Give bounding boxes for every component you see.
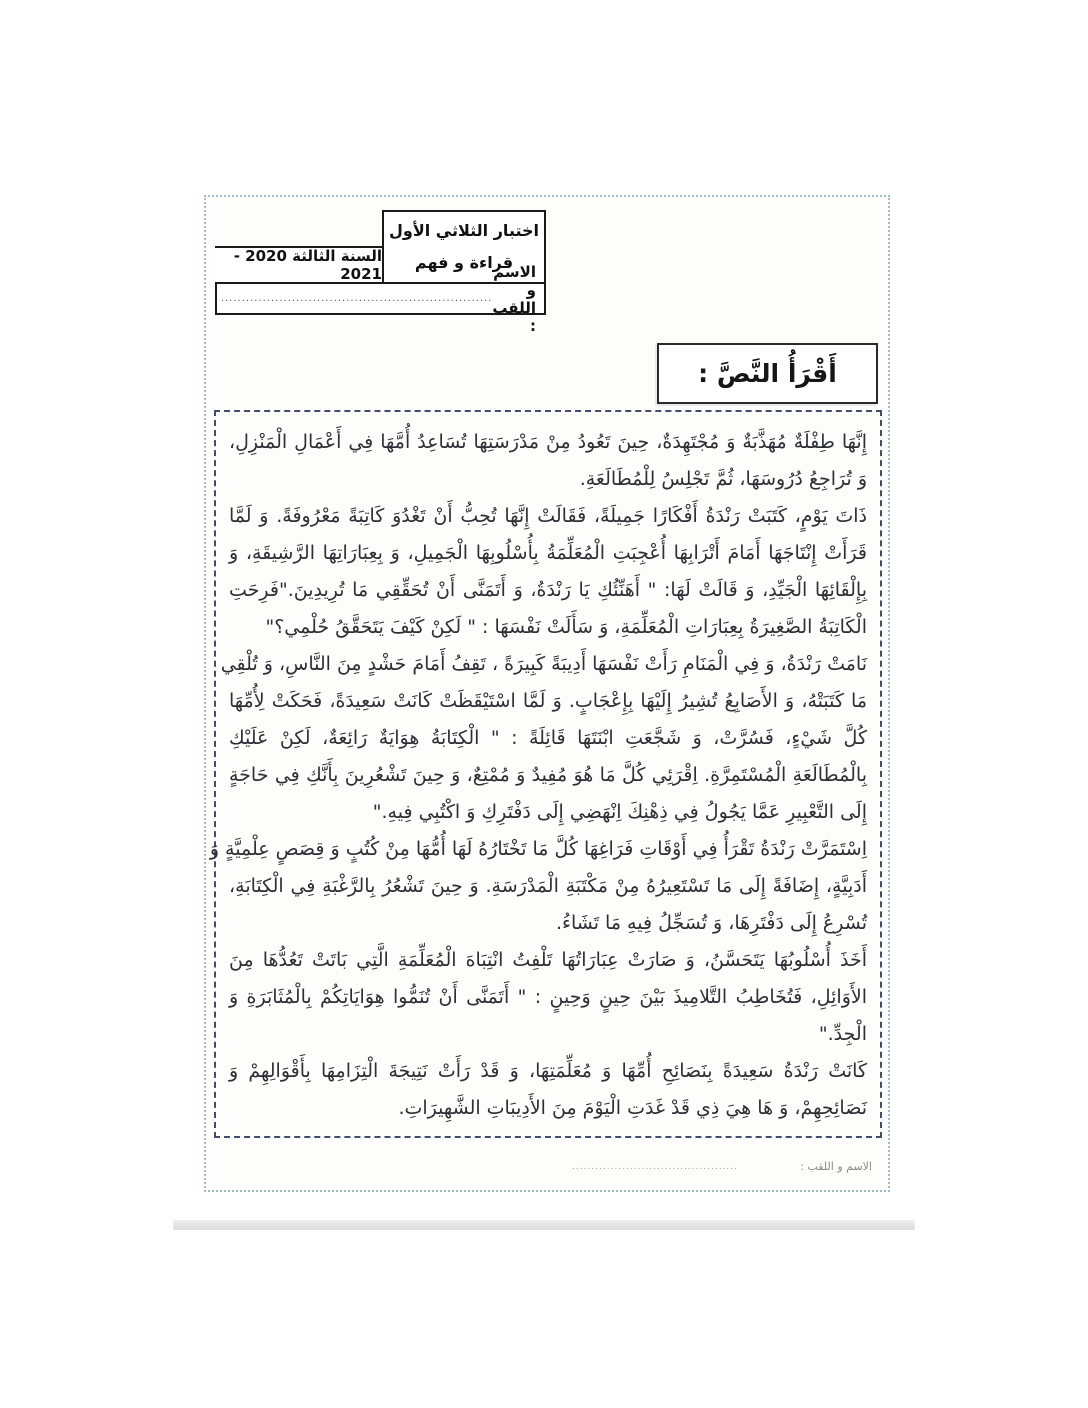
- header-year-cell: [215, 246, 384, 284]
- exam-subject: قراءة و فهم: [414, 253, 514, 272]
- exam-title: اختبار الثلاثي الأول: [388, 221, 540, 240]
- text-line: أَخَذَ أُسْلُوبُهَا يَتَحَسَّنُ، وَ صَارَتْ عِبَارَاتُهَا تَلْفِتُ انْتِبَاهَ الْمُعَلِّمَةِ الَّتِي بَاتَتْ تَعُدُّهَا مِنَ: [229, 949, 867, 971]
- text-line: وَ تُرَاجِعُ دُرُوسَهَا، ثُمَّ تَجْلِسُ لِلْمُطَالَعَةِ.: [579, 468, 867, 490]
- text-line: بِالْمُطَالَعَةِ الْمُسْتَمِرَّةِ. اِقْرَئِي كُلَّ مَا هُوَ مُفِيدٌ وَ مُمْتِعٌ، وَ حِينَ تَشْعُرِينَ بِأَنَّكِ فِي حَاجَةٍ: [229, 764, 867, 786]
- text-line: نَصَائِحِهِمْ، وَ هَا هِيَ ذِي قَدْ غَدَتِ الْيَوْمَ مِنَ الأَدِيبَاتِ الشَّهِيرَاتِ.: [398, 1097, 867, 1119]
- section-title-box: [657, 343, 878, 404]
- text-line: الْكَاتِبَةُ الصَّغِيرَةُ بِعِبَارَاتِ الْمُعَلِّمَةِ، وَ سَأَلَتْ نَفْسَهَا : " لَكِنْ كَيْفَ يَتَحَقَّقُ حُلْمِي؟": [265, 616, 867, 638]
- text-line: ذَاتَ يَوْمٍ، كَتَبَتْ رَنْدَةُ أَفْكَارًا جَمِيلَةً، فَقَالَتْ إِنَّهَا تُحِبُّ أَنْ تَغْدُوَ كَاتِبَةً مَعْرُوفَةً. وَ لَمَّا: [229, 505, 867, 527]
- name-label: الاسم و اللقب :: [492, 262, 536, 335]
- text-line: تُسْرِعُ إِلَى دَفْتَرِهَا، وَ تُسَجِّلُ فِيهِ مَا تَشَاءُ.: [556, 912, 867, 934]
- footer-name-label: الاسم و اللقب :: [800, 1160, 872, 1173]
- text-line: أَدَبِيَّةٍ، إِضَافَةً إِلَى مَا تَسْتَعِيرُهُ مِنْ مَكْتَبَةِ الْمَدْرَسَةِ. وَ حِينَ تَشْعُرُ بِالرَّغْبَةِ فِي الْكِتَابَةِ،: [229, 875, 867, 897]
- reading-text-box: [209, 410, 882, 1138]
- text-line: إِنَّهَا طِفْلَةٌ مُهَذَّبَةٌ وَ مُجْتَهِدَةٌ، حِينَ تَعُودُ مِنْ مَدْرَسَتِهَا تُسَاعِدُ أُمَّهَا فِي أَعْمَالِ الْمَنْزِلِ،: [229, 431, 867, 453]
- page-separator-bar: [173, 1220, 915, 1230]
- text-line: نَامَتْ رَنْدَةُ، وَ فِي الْمَنَامِ رَأَتْ نَفْسَهَا أَدِيبَةً كَبِيرَةً ، تَقِفُ أَمَامَ حَشْدٍ مِنَ النَّاسِ، وَ تُلْقِي: [220, 653, 867, 675]
- footer-fill-line: ...........................................: [572, 1161, 739, 1172]
- text-line: الْجِدِّ.": [818, 1023, 867, 1045]
- name-fill-line: .................................................................: [220, 293, 493, 304]
- text-line: الأَوَائِلِ، فَتُخَاطِبُ التَّلامِيذَ بَيْنَ حِينٍ وَحِينٍ : " أَتَمَنَّى أَنْ تُنَمُّوا هِوَايَاتِكُمْ بِالْمُثَابَرَةِ وَ: [229, 986, 867, 1008]
- text-line: مَا كَتَبَتْهُ، وَ الأَصَابِعُ تُشِيرُ إِلَيْهَا بِإِعْجَابٍ. وَ لَمَّا اسْتَيْقَظَتْ كَانَتْ سَعِيدَةً، فَحَكَتْ لِأُمِّهَا: [229, 690, 867, 712]
- document-page: [204, 195, 890, 1192]
- text-line: إِلَى التَّعْبِيرِ عَمَّا يَجُولُ فِي ذِهْنِكَ اِنْهَضِي إِلَى دَفْتَرِكِ وَ اكْتُبِي فِيهِ.": [372, 801, 867, 823]
- school-year: السنة الثالثة 2020 - 2021: [233, 247, 382, 283]
- text-line: كَانَتْ رَنْدَةُ سَعِيدَةً بِنَصَائِحِ أُمِّهَا وَ مُعَلِّمَتِهَا، وَ قَدْ رَأَتْ نَتِيجَةَ الْتِزَامِهَا بِأَقْوَالِهِمْ وَ: [229, 1060, 867, 1082]
- text-line: اِسْتَمَرَّتْ رَنْدَةُ تَقْرَأُ فِي أَوْقَاتِ فَرَاغِهَا كُلَّ مَا تَخْتَارُهُ لَهَا أُمُّهَا مِنْ كُتُبٍ وَ قِصَصٍ عِلْمِيَّةٍ وَ: [209, 838, 867, 860]
- footer-name-line: [572, 1160, 872, 1173]
- section-title: أَقْرَأُ النَّصَّ :: [698, 359, 837, 388]
- text-line: قَرَأَتْ إِنْتَاجَهَا أَمَامَ أَتْرَابِهَا أُعْجِبَتِ الْمُعَلِّمَةُ بِأُسْلُوبِهَا الْجَمِيلِ، وَ بِعِبَارَاتِهَا الرَّشِيقَةِ، وَ: [229, 542, 867, 564]
- text-line: بِإِلْقَائِهَا الْجَيِّدِ، وَ قَالَتْ لَهَا: " أَهَنِّئُكِ يَا رَنْدَةُ، وَ أَتَمَنَّى أَنْ تُحَقِّقِي مَا تُرِيدِينَ."فَرِحَتِ: [229, 579, 867, 601]
- text-line: كُلَّ شَيْءٍ، فَسُرَّتْ، وَ شَجَّعَتِ ابْنَتَهَا قَائِلَةً : " الْكِتَابَةُ هِوَايَةٌ رَائِعَةٌ، لَكِنْ عَلَيْكِ: [229, 727, 867, 749]
